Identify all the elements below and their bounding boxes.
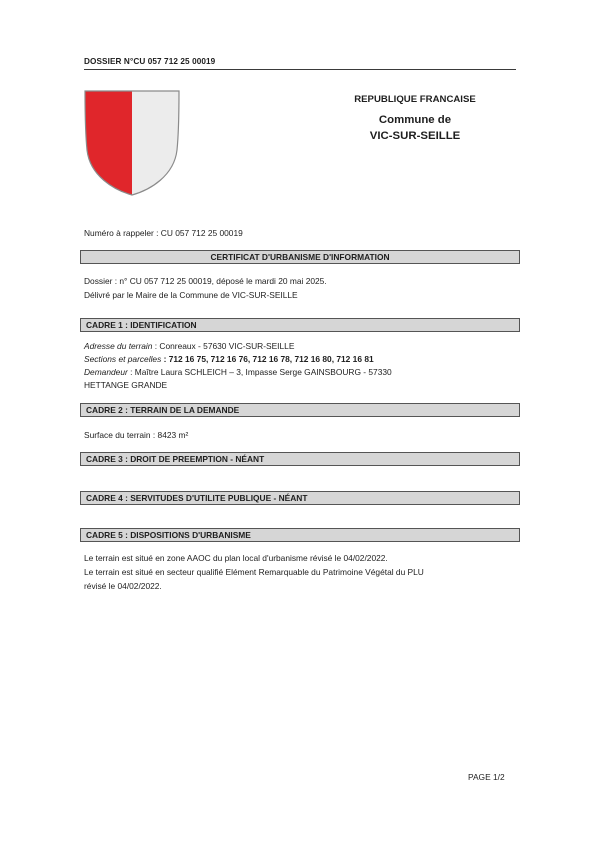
cadre1-title-bar: CADRE 1 : IDENTIFICATION <box>80 318 520 332</box>
adresse-value: : Conreaux - 57630 VIC-SUR-SEILLE <box>152 341 295 351</box>
sections-value: : 712 16 75, 712 16 76, 712 16 78, 712 16 80, 712 16 81 <box>161 354 374 364</box>
sections-label: Sections et parcelles <box>84 354 162 364</box>
commune-name: VIC-SUR-SEILLE <box>369 130 461 142</box>
demandeur-line <box>84 367 392 377</box>
cadre2-title-bar: CADRE 2 : TERRAIN DE LA DEMANDE <box>80 403 520 417</box>
page-number: PAGE 1/2 <box>468 772 505 782</box>
surface-line: Surface du terrain : 8423 m² <box>84 430 189 440</box>
commune-label: Commune de <box>378 114 452 126</box>
delivre-line: Délivré par le Maire de la Commune de VIC-SUR-SEILLE <box>84 290 298 300</box>
cadre5-title-bar: CADRE 5 : DISPOSITIONS D'URBANISME <box>80 528 520 542</box>
coat-of-arms-icon <box>84 90 180 196</box>
adresse-label: Adresse du terrain <box>84 341 153 351</box>
zone-line: Le terrain est situé en zone AAOC du plan local d'urbanisme révisé le 04/02/2022. <box>84 553 388 563</box>
sections-line <box>84 354 374 364</box>
header-divider <box>84 69 516 70</box>
secteur-line: Le terrain est situé en secteur qualifié Elément Remarquable du Patrimoine Végétal du PLU <box>84 567 424 577</box>
demandeur-city-line: HETTANGE GRANDE <box>84 380 168 390</box>
certificat-title-bar: CERTIFICAT D'URBANISME D'INFORMATION <box>80 250 520 264</box>
cadre3-title-bar: CADRE 3 : DROIT DE PREEMPTION - NÉANT <box>80 452 520 466</box>
demandeur-value: : Maître Laura SCHLEICH – 3, Impasse Serge GAINSBOURG - 57330 <box>127 367 392 377</box>
adresse-line <box>84 341 294 351</box>
revise-line: révisé le 04/02/2022. <box>84 581 162 591</box>
republique-francaise-label: REPUBLIQUE FRANCAISE <box>354 94 476 105</box>
reference-number: Numéro à rappeler : CU 057 712 25 00019 <box>84 228 243 238</box>
dossier-number-header: DOSSIER N°CU 057 712 25 00019 <box>84 57 216 66</box>
cadre4-title-bar: CADRE 4 : SERVITUDES D'UTILITE PUBLIQUE - NÉANT <box>80 491 520 505</box>
demandeur-label: Demandeur <box>84 367 128 377</box>
dossier-line: Dossier : n° CU 057 712 25 00019, déposé le mardi 20 mai 2025. <box>84 276 327 286</box>
